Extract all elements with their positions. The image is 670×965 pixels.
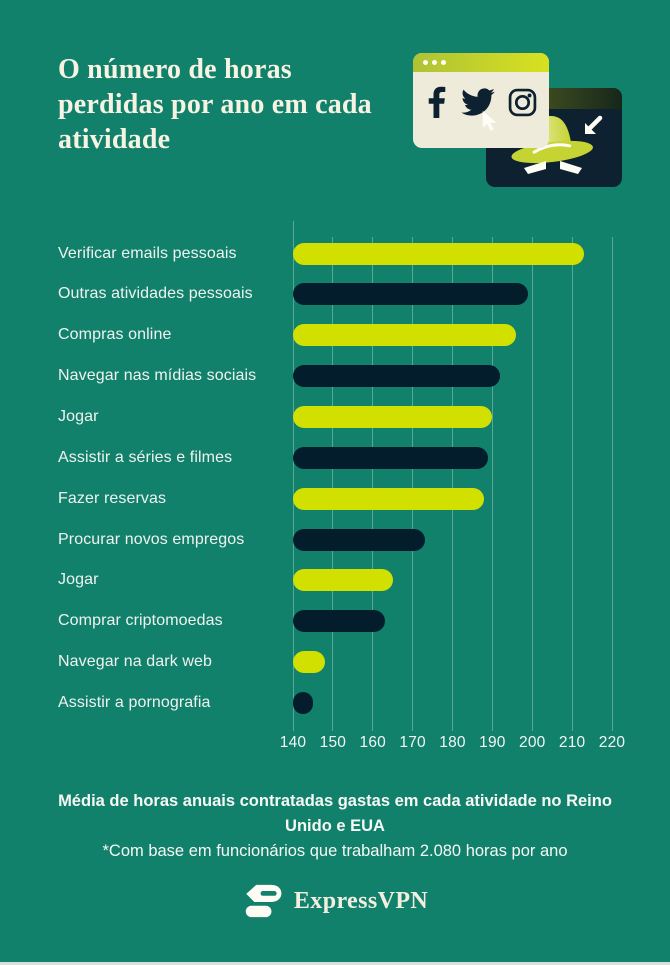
- page-title: O número de horas perdidas por ano em cada atividade: [58, 54, 372, 155]
- gridline-190: [492, 237, 493, 731]
- category-label: Navegar nas mídias sociais: [58, 367, 257, 385]
- category-label: Verificar emails pessoais: [58, 244, 237, 262]
- category-label: Navegar na dark web: [58, 653, 212, 671]
- bar-11: [293, 651, 325, 673]
- x-tick-label: 210: [558, 734, 586, 751]
- category-label: Comprar criptomoedas: [58, 612, 223, 630]
- gridline-150: [332, 237, 333, 731]
- bar-6: [293, 447, 488, 469]
- x-tick-label: 150: [319, 734, 347, 751]
- chart-footnote-block: [40, 789, 630, 864]
- category-label: Jogar: [58, 571, 99, 589]
- bar-2: [293, 283, 528, 305]
- chart-caption: Média de horas anuais contratadas gastas em cada atividade no Reino Unido e EUA: [58, 792, 612, 835]
- category-label: Jogar: [58, 407, 99, 425]
- bar-4: [293, 365, 500, 387]
- category-label: Fazer reservas: [58, 489, 167, 507]
- category-label: Outras atividades pessoais: [58, 285, 253, 303]
- x-tick-label: 190: [479, 734, 506, 751]
- bar-5: [293, 406, 492, 428]
- gridline-210: [572, 237, 573, 731]
- gridline-220: [612, 237, 613, 731]
- bar-8: [293, 529, 425, 551]
- gridline-200: [532, 237, 533, 731]
- category-label: Assistir a séries e filmes: [58, 448, 233, 466]
- bar-3: [293, 324, 516, 346]
- x-tick-label: 180: [439, 734, 466, 751]
- gridline-170: [412, 237, 413, 731]
- x-tick-label: 200: [519, 734, 546, 751]
- x-tick-label: 220: [598, 734, 626, 751]
- category-label: Assistir a pornografia: [58, 693, 211, 711]
- expressvpn-logo-icon: [242, 882, 284, 920]
- bar-10: [293, 610, 385, 632]
- category-label: Procurar novos empregos: [58, 530, 245, 548]
- bar-7: [293, 488, 484, 510]
- bar-12: [293, 692, 313, 714]
- x-tick-label: 170: [399, 734, 426, 751]
- gridline-180: [452, 237, 453, 731]
- bar-9: [293, 569, 393, 591]
- brand-footer: [242, 882, 428, 920]
- x-tick-label: 140: [279, 734, 307, 751]
- expressvpn-wordmark: ExpressVPN: [293, 887, 429, 914]
- chart-asterisk-note: *Com base em funcionários que trabalham 2.080 horas por ano: [102, 842, 568, 860]
- category-label: Compras online: [58, 326, 172, 344]
- bar-1: [293, 243, 584, 265]
- x-tick-label: 160: [359, 734, 386, 751]
- gridline-160: [372, 237, 373, 731]
